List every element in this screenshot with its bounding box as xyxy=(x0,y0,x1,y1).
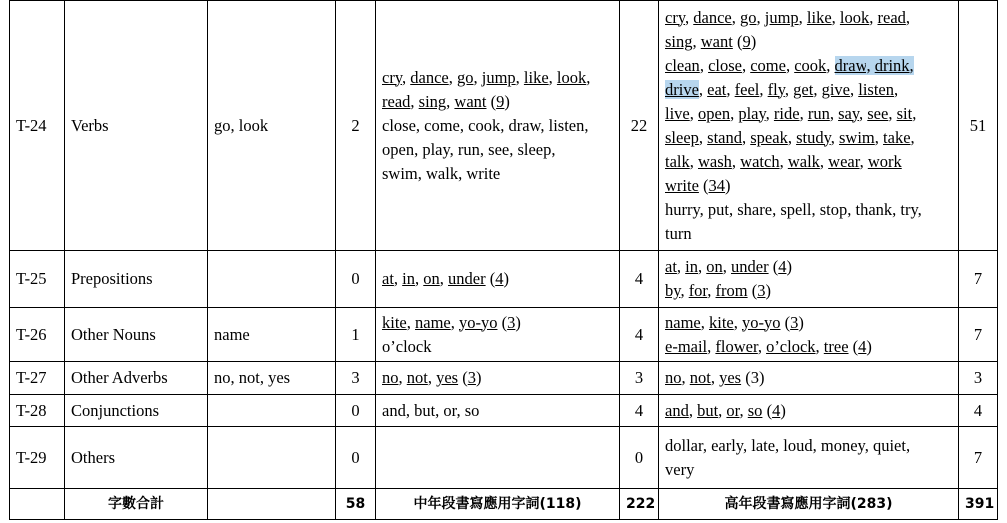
word-text: ) xyxy=(725,175,731,195)
underlined-word: o’clock xyxy=(766,336,816,356)
high-words-cell xyxy=(659,427,959,489)
word-text: , xyxy=(698,257,707,276)
mid-count-cell: 4 xyxy=(620,308,659,362)
underlined-word: dance xyxy=(693,7,732,27)
word-text: , xyxy=(779,151,788,171)
word-text: , xyxy=(700,312,709,332)
word-line xyxy=(665,311,952,335)
total-row xyxy=(10,489,998,520)
underlined-word: like xyxy=(806,7,832,27)
high-count-cell: 7 xyxy=(959,308,998,362)
high-count-cell: 4 xyxy=(959,395,998,427)
mid-words-cell xyxy=(376,362,620,395)
word-text: ( xyxy=(848,336,859,356)
underlined-word: get xyxy=(793,79,814,99)
word-text: and, but, or, so xyxy=(382,400,480,420)
mid-count-cell: 4 xyxy=(620,395,659,427)
word-text: ( xyxy=(780,312,791,332)
word-text: , xyxy=(548,67,557,87)
word-text: , xyxy=(785,55,795,75)
basic-count-cell: 2 xyxy=(336,1,376,251)
word-text: ) xyxy=(798,312,804,332)
word-text: , xyxy=(698,79,708,99)
word-text: , xyxy=(912,103,917,123)
word-text: , xyxy=(415,269,424,288)
word-text: , xyxy=(910,127,915,147)
mid-grade-label: 中年段書寫應用字詞(118) xyxy=(376,489,620,520)
underlined-word: play xyxy=(738,103,766,123)
underlined-word: sit xyxy=(896,103,913,123)
underlined-word: walk xyxy=(787,151,820,171)
word-text: , xyxy=(756,7,765,27)
word-text: , xyxy=(410,91,419,111)
underlined-word: wash xyxy=(698,151,732,171)
code-cell: T-27 xyxy=(10,362,65,395)
word-text: dollar, early, late, loud, money, quiet, xyxy=(665,435,911,455)
word-line xyxy=(382,335,613,359)
word-text: ) xyxy=(475,368,482,387)
vocabulary-table xyxy=(9,0,998,520)
underlined-word: and xyxy=(665,400,689,420)
word-text: ) xyxy=(503,269,509,288)
word-text: , xyxy=(784,79,794,99)
word-text: , xyxy=(909,55,914,75)
underlined-word: 3 xyxy=(467,368,476,387)
basic-words-cell: name xyxy=(208,308,336,362)
word-line xyxy=(382,267,613,291)
high-words-cell xyxy=(659,362,959,395)
word-text: , xyxy=(689,151,698,171)
high-count-cell: 51 xyxy=(959,1,998,251)
underlined-word: eat xyxy=(707,79,727,99)
word-line xyxy=(665,6,952,30)
underlined-word: drive xyxy=(665,79,699,99)
word-text: , xyxy=(707,336,716,356)
word-text: ( xyxy=(485,269,496,288)
word-line xyxy=(382,162,613,186)
underlined-word: drink xyxy=(874,55,910,75)
word-line xyxy=(665,279,952,303)
basic-words-cell xyxy=(208,395,336,427)
word-text: ) xyxy=(765,281,771,300)
word-text: , xyxy=(874,127,884,147)
word-line xyxy=(665,102,952,126)
word-line xyxy=(665,222,952,246)
total-label-cell xyxy=(10,489,65,520)
word-text: ) xyxy=(786,257,792,276)
high-words-cell xyxy=(659,308,959,362)
word-text: , xyxy=(831,7,840,27)
category-cell: Other Adverbs xyxy=(65,362,208,395)
word-line xyxy=(382,399,613,423)
word-text: , xyxy=(710,368,720,387)
table-row xyxy=(10,1,998,251)
underlined-word: give xyxy=(821,79,850,99)
word-text: , xyxy=(689,103,698,123)
table-row xyxy=(10,251,998,308)
word-text: ( xyxy=(497,312,508,332)
mid-count-cell: 4 xyxy=(620,251,659,308)
underlined-word: 34 xyxy=(708,175,726,195)
total-empty-cell xyxy=(208,489,336,520)
underlined-word: under xyxy=(448,269,486,288)
word-text: , xyxy=(398,368,407,387)
word-text: , xyxy=(718,400,727,420)
word-text: , xyxy=(450,312,459,332)
underlined-word: kite xyxy=(382,312,407,332)
underlined-word: so xyxy=(747,400,763,420)
word-text: , xyxy=(473,67,482,87)
word-text: , xyxy=(859,151,868,171)
category-cell: Conjunctions xyxy=(65,395,208,427)
underlined-word: sleep xyxy=(665,127,699,147)
underlined-word: want xyxy=(454,91,487,111)
underlined-word: write xyxy=(665,175,699,195)
word-text: (3) xyxy=(741,368,765,387)
word-text: swim, walk, write xyxy=(382,163,501,183)
mid-count-cell: 0 xyxy=(620,427,659,489)
word-text: , xyxy=(849,79,859,99)
underlined-word: draw xyxy=(834,55,867,75)
word-text: , xyxy=(393,269,403,288)
word-line xyxy=(665,434,952,458)
word-text: , xyxy=(402,67,411,87)
underlined-word: listen xyxy=(858,79,894,99)
high-words-cell xyxy=(659,395,959,427)
word-line xyxy=(665,126,952,150)
underlined-word: come xyxy=(750,55,786,75)
underlined-word: 3 xyxy=(790,312,799,332)
underlined-word: at xyxy=(665,257,677,276)
underlined-word: no xyxy=(665,368,682,387)
underlined-word: at xyxy=(382,269,394,288)
word-text: , xyxy=(448,67,457,87)
word-text: , xyxy=(676,257,686,276)
word-text: , xyxy=(905,7,911,27)
underlined-word: yes xyxy=(719,368,742,387)
word-text: , xyxy=(699,55,709,75)
word-text: , xyxy=(826,55,835,75)
mid-count-cell: 22 xyxy=(620,1,659,251)
underlined-word: feel xyxy=(734,79,760,99)
word-text: , xyxy=(813,79,822,99)
word-line xyxy=(665,335,952,359)
underlined-word: swim xyxy=(839,127,875,147)
word-text: hurry, put, share, spell, stop, thank, try, xyxy=(665,199,922,219)
underlined-word: watch xyxy=(740,151,780,171)
word-text: , xyxy=(733,312,742,332)
underlined-word: jump xyxy=(481,67,516,87)
basic-words-cell xyxy=(208,427,336,489)
word-text: , xyxy=(722,257,732,276)
word-line xyxy=(382,114,613,138)
word-line xyxy=(665,255,952,279)
word-line xyxy=(665,458,952,482)
word-line xyxy=(665,174,952,198)
underlined-word: go xyxy=(739,7,757,27)
basic-words-cell: no, not, yes xyxy=(208,362,336,395)
underlined-word: from xyxy=(715,281,748,300)
word-text: , xyxy=(866,55,875,75)
underlined-word: run xyxy=(807,103,830,123)
underlined-word: fly xyxy=(767,79,785,99)
word-text: , xyxy=(742,127,751,147)
word-text: ( xyxy=(458,368,468,387)
word-text: ( xyxy=(486,91,497,111)
underlined-word: wear xyxy=(828,151,860,171)
word-text: , xyxy=(515,67,524,87)
word-text: , xyxy=(741,55,751,75)
mid-words-cell xyxy=(376,395,620,427)
underlined-word: in xyxy=(685,257,699,276)
underlined-word: take xyxy=(883,127,911,147)
word-text: , xyxy=(799,103,808,123)
basic-count-cell: 1 xyxy=(336,308,376,362)
underlined-word: open xyxy=(698,103,731,123)
underlined-word: work xyxy=(867,151,902,171)
underlined-word: cook xyxy=(794,55,827,75)
word-line xyxy=(382,311,613,335)
word-text: , xyxy=(681,368,690,387)
underlined-word: sing xyxy=(665,31,693,51)
underlined-word: kite xyxy=(708,312,734,332)
underlined-word: no xyxy=(382,368,399,387)
word-text: , xyxy=(586,67,591,87)
basic-count-cell: 3 xyxy=(336,362,376,395)
word-text: , xyxy=(731,151,741,171)
table-row xyxy=(10,427,998,489)
word-line xyxy=(665,399,952,423)
word-text: , xyxy=(757,336,767,356)
underlined-word: cry xyxy=(382,67,402,87)
mid-words-cell xyxy=(376,1,620,251)
table-row xyxy=(10,308,998,362)
category-cell: Prepositions xyxy=(65,251,208,308)
word-line xyxy=(382,366,613,390)
underlined-word: 3 xyxy=(757,281,766,300)
table-row xyxy=(10,362,998,395)
high-words-cell xyxy=(659,251,959,308)
word-text: , xyxy=(698,127,708,147)
underlined-word: 4 xyxy=(778,257,787,276)
underlined-word: 9 xyxy=(496,91,505,111)
word-text: , xyxy=(869,7,878,27)
word-line xyxy=(665,78,952,102)
underlined-word: on xyxy=(423,269,440,288)
word-line xyxy=(665,150,952,174)
high-grade-label: 高年段書寫應用字詞(283) xyxy=(659,489,959,520)
underlined-word: under xyxy=(731,257,769,276)
underlined-word: clean xyxy=(665,55,700,75)
underlined-word: study xyxy=(796,127,831,147)
underlined-word: go xyxy=(456,67,474,87)
underlined-word: name xyxy=(665,312,701,332)
word-line xyxy=(382,138,613,162)
underlined-word: tree xyxy=(823,336,849,356)
word-text: ) xyxy=(504,91,510,111)
underlined-word: 4 xyxy=(495,269,504,288)
underlined-word: but xyxy=(697,400,719,420)
basic-count-cell: 0 xyxy=(336,427,376,489)
word-text: , xyxy=(688,400,698,420)
word-line xyxy=(665,30,952,54)
word-text: , xyxy=(893,79,899,99)
word-line xyxy=(665,198,952,222)
basic-total: 58 xyxy=(336,489,376,520)
word-text: , xyxy=(765,103,774,123)
underlined-word: flower xyxy=(715,336,758,356)
word-text: close, come, cook, draw, listen, xyxy=(382,115,589,135)
word-text: ( xyxy=(768,257,779,276)
mid-words-cell xyxy=(376,251,620,308)
underlined-word: dance xyxy=(410,67,449,87)
word-line xyxy=(665,366,952,390)
table-body xyxy=(10,1,998,489)
word-text: , xyxy=(707,281,716,300)
word-text: very xyxy=(665,459,695,479)
underlined-word: or xyxy=(726,400,740,420)
underlined-word: want xyxy=(700,31,733,51)
underlined-word: talk xyxy=(665,151,690,171)
word-text: , xyxy=(427,368,437,387)
code-cell: T-24 xyxy=(10,1,65,251)
word-text: , xyxy=(819,151,829,171)
underlined-word: live xyxy=(665,103,690,123)
word-text: , xyxy=(730,103,739,123)
underlined-word: 4 xyxy=(772,400,781,420)
word-text: turn xyxy=(665,223,692,243)
word-text: ( xyxy=(762,400,773,420)
underlined-word: say xyxy=(838,103,860,123)
word-text: ) xyxy=(866,336,872,356)
word-line xyxy=(382,90,613,114)
high-count-cell: 7 xyxy=(959,251,998,308)
word-text: , xyxy=(439,269,449,288)
basic-words-cell xyxy=(208,251,336,308)
code-cell: T-26 xyxy=(10,308,65,362)
word-text: , xyxy=(685,7,694,27)
table-row xyxy=(10,395,998,427)
word-text: , xyxy=(815,336,824,356)
underlined-word: 3 xyxy=(507,312,516,332)
code-cell: T-25 xyxy=(10,251,65,308)
word-text: ( xyxy=(698,175,709,195)
underlined-word: speak xyxy=(750,127,788,147)
category-cell: Other Nouns xyxy=(65,308,208,362)
underlined-word: e-mail xyxy=(665,336,708,356)
word-text: , xyxy=(759,79,768,99)
underlined-word: 4 xyxy=(858,336,867,356)
word-text: ) xyxy=(780,400,786,420)
underlined-word: like xyxy=(523,67,549,87)
word-line xyxy=(382,66,613,90)
word-text: , xyxy=(739,400,748,420)
mid-words-cell xyxy=(376,308,620,362)
underlined-word: by xyxy=(665,281,681,300)
underlined-word: name xyxy=(415,312,451,332)
underlined-word: stand xyxy=(707,127,742,147)
underlined-word: yo-yo xyxy=(458,312,498,332)
word-line xyxy=(665,54,952,78)
underlined-word: yo-yo xyxy=(741,312,781,332)
underlined-word: cry xyxy=(665,7,685,27)
underlined-word: not xyxy=(406,368,428,387)
word-text: , xyxy=(446,91,455,111)
underlined-word: on xyxy=(706,257,723,276)
underlined-word: read xyxy=(382,91,411,111)
word-text: ) xyxy=(515,312,521,332)
high-count-cell: 7 xyxy=(959,427,998,489)
underlined-word: jump xyxy=(764,7,799,27)
underlined-word: ride xyxy=(773,103,800,123)
word-text: , xyxy=(680,281,689,300)
mid-grade-total: 222 xyxy=(620,489,659,520)
category-cell: Others xyxy=(65,427,208,489)
total-label: 字數合計 xyxy=(65,489,208,520)
word-text: , xyxy=(731,7,740,27)
word-text: ( xyxy=(747,281,758,300)
word-text: , xyxy=(406,312,415,332)
word-text: , xyxy=(726,79,735,99)
category-cell: Verbs xyxy=(65,1,208,251)
word-text: , xyxy=(830,127,840,147)
underlined-word: not xyxy=(689,368,711,387)
word-text: ( xyxy=(732,31,743,51)
underlined-word: see xyxy=(867,103,889,123)
word-text: , xyxy=(798,7,807,27)
underlined-word: in xyxy=(402,269,416,288)
word-text: , xyxy=(829,103,839,123)
word-text: , xyxy=(888,103,897,123)
mid-count-cell: 3 xyxy=(620,362,659,395)
code-cell: T-28 xyxy=(10,395,65,427)
word-text: ) xyxy=(750,31,757,51)
high-count-cell: 3 xyxy=(959,362,998,395)
high-grade-total: 391 xyxy=(959,489,998,520)
word-text: , xyxy=(859,103,868,123)
word-text: o’clock xyxy=(382,336,432,356)
underlined-word: sing xyxy=(418,91,447,111)
word-text: open, play, run, see, sleep, xyxy=(382,139,556,159)
basic-count-cell: 0 xyxy=(336,395,376,427)
underlined-word: look xyxy=(556,67,587,87)
underlined-word: look xyxy=(839,7,870,27)
underlined-word: for xyxy=(688,281,708,300)
underlined-word: 9 xyxy=(742,31,751,51)
word-text: , xyxy=(787,127,797,147)
underlined-word: close xyxy=(708,55,742,75)
basic-count-cell: 0 xyxy=(336,251,376,308)
mid-words-cell xyxy=(376,427,620,489)
underlined-word: read xyxy=(877,7,906,27)
code-cell: T-29 xyxy=(10,427,65,489)
basic-words-cell: go, look xyxy=(208,1,336,251)
underlined-word: yes xyxy=(436,368,459,387)
high-words-cell xyxy=(659,1,959,251)
word-text: , xyxy=(692,31,701,51)
